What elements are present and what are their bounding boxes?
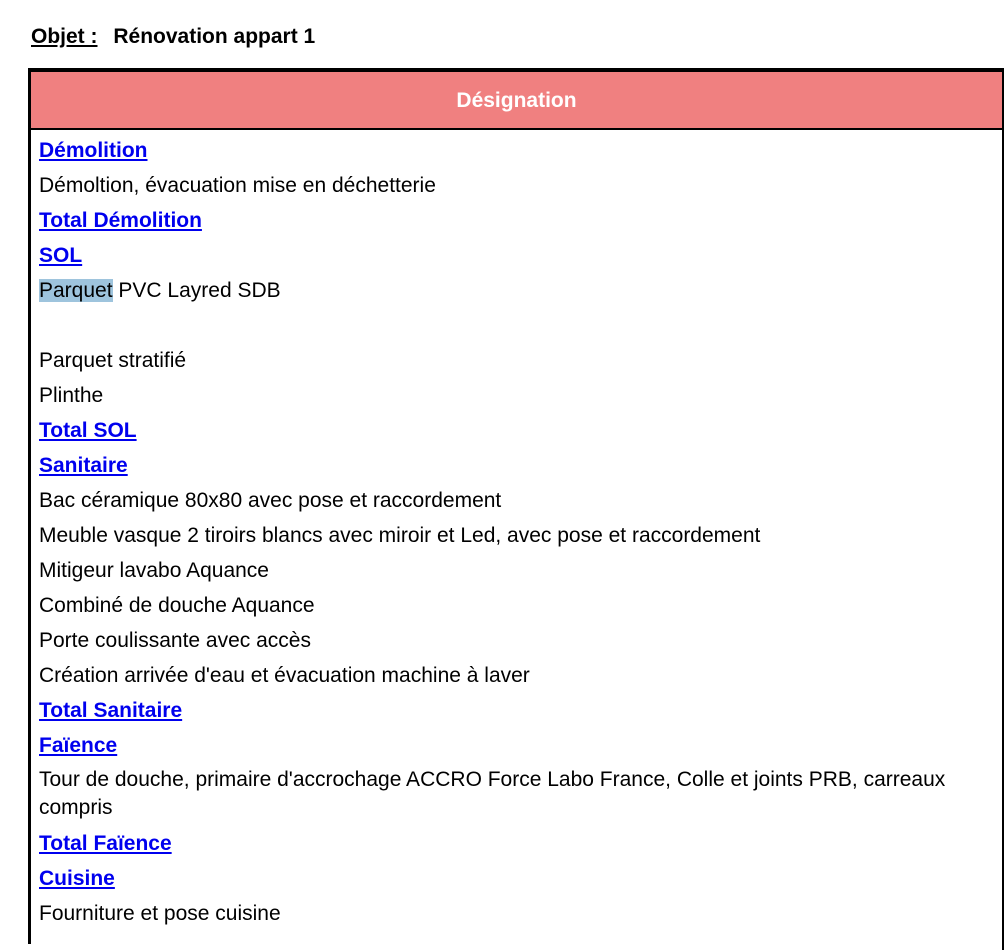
line-item-text: PVC Layred SDB: [112, 279, 281, 302]
designation-table: [28, 68, 1004, 944]
designation-header: Désignation: [31, 72, 1004, 130]
total-link-sanitaire[interactable]: Total Sanitaire: [39, 699, 183, 722]
designation-rows: [39, 133, 989, 931]
line-item: Tour de douche, primaire d'accrochage ACCRO Force Labo France, Colle et joints PRB, carreaux compris: [39, 768, 946, 819]
total-link-faience[interactable]: Total Faïence: [39, 832, 172, 855]
line-item: Parquet stratifié: [39, 349, 187, 372]
text-selection-highlight[interactable]: Parquet: [39, 279, 113, 302]
line-item: Combiné de douche Aquance: [39, 594, 315, 617]
document-subject: [31, 25, 315, 49]
line-item: Création arrivée d'eau et évacuation machine à laver: [39, 664, 530, 687]
section-link-sanitaire[interactable]: Sanitaire: [39, 454, 128, 477]
total-link-demolition[interactable]: Total Démolition: [39, 209, 202, 232]
line-item: [39, 273, 989, 308]
section-link-demolition[interactable]: Démolition: [39, 139, 148, 162]
empty-row: [39, 308, 989, 343]
line-item: Porte coulissante avec accès: [39, 629, 311, 652]
line-item: Meuble vasque 2 tiroirs blancs avec miroir et Led, avec pose et raccordement: [39, 524, 761, 547]
line-item: Fourniture et pose cuisine: [39, 902, 281, 925]
line-item: Démoltion, évacuation mise en déchetterie: [39, 174, 436, 197]
line-item: Bac céramique 80x80 avec pose et raccordement: [39, 489, 502, 512]
section-link-faience[interactable]: Faïence: [39, 734, 118, 757]
total-link-sol[interactable]: Total SOL: [39, 419, 137, 442]
line-item: Plinthe: [39, 384, 104, 407]
subject-label: Objet :: [31, 25, 98, 48]
section-link-sol[interactable]: SOL: [39, 244, 83, 267]
line-item: Mitigeur lavabo Aquance: [39, 559, 269, 582]
subject-value: Rénovation appart 1: [113, 25, 316, 48]
section-link-cuisine[interactable]: Cuisine: [39, 867, 115, 890]
